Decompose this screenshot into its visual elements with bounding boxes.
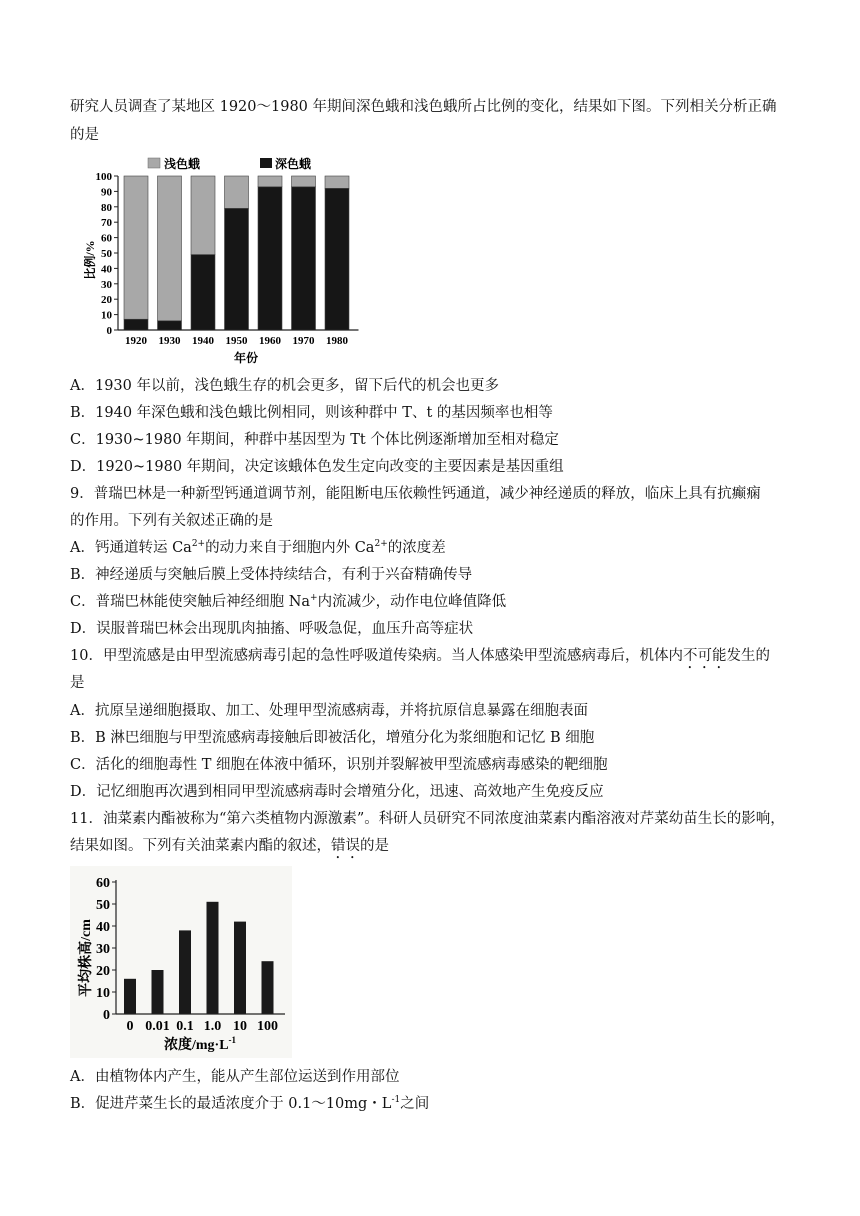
q11-option-b-part1: B．促进芹菜生长的最适浓度介于 0.1～10mg・L — [70, 1096, 392, 1112]
legend-swatch-light-moth — [148, 158, 160, 168]
x-tick-label: 1970 — [292, 335, 315, 347]
x-tick-label: 0.1 — [176, 1019, 194, 1034]
bar — [179, 930, 191, 1014]
y-tick-label: 10 — [101, 309, 112, 322]
x-tick-label: 1.0 — [203, 1019, 222, 1034]
bar-segment — [191, 255, 215, 330]
bar-segment — [158, 176, 182, 321]
y-tick-label: 90 — [101, 186, 112, 199]
y-tick-label: 30 — [96, 942, 110, 957]
bar — [152, 970, 164, 1014]
q9-option-d: D．误服普瑞巴林会出现肌肉抽搐、呼吸急促，血压升高等症状 — [70, 621, 474, 637]
q11-stem-part1: 结果如图。下列有关油菜素内酯的叙述， — [70, 838, 331, 854]
legend-label-dark-moth: 深色蛾 — [275, 157, 312, 171]
y-axis-label: 比例/% — [84, 240, 97, 280]
q10-option-a: A．抗原呈递细胞摄取、加工、处理甲型流感病毒，并将抗原信息暴露在细胞表面 — [70, 703, 588, 719]
q9-option-a-part1: A．钙通道转运 Ca — [70, 540, 192, 556]
y-tick-label: 60 — [96, 876, 110, 891]
bar-segment — [292, 187, 316, 330]
bar — [124, 979, 136, 1014]
bar — [207, 902, 219, 1014]
q9-option-a-sup2: 2+ — [374, 539, 388, 550]
q9-option-a-sup1: 2+ — [191, 539, 206, 550]
q11-option-a: A．由植物体内产生，能从产生部位运送到作用部位 — [70, 1069, 400, 1085]
x-tick-label: 1940 — [192, 335, 214, 347]
bar-segment — [191, 176, 215, 255]
y-tick-label: 100 — [95, 171, 112, 183]
q11-stem-line2 — [70, 836, 389, 862]
q10-option-b: B．B 淋巴细胞与甲型流感病毒接触后即被活化，增殖分化为浆细胞和记忆 B 细胞 — [70, 730, 595, 746]
x-tick-label: 0.01 — [145, 1019, 170, 1034]
q8-option-b: B．1940 年深色蛾和浅色蛾比例相同，则该种群中 T、t 的基因频率也相等 — [70, 405, 553, 421]
q10-stem-emphasis: 不可能 — [682, 648, 727, 664]
plant-height-chart-svg — [70, 866, 292, 1058]
y-tick-label: 50 — [96, 898, 110, 913]
q9-option-c-part1: C．普瑞巴林能使突触后神经细胞 Na — [70, 594, 311, 610]
x-axis-label-main: 浓度/mg·L — [163, 1038, 229, 1053]
q10-option-d: D．记忆细胞再次遇到相同甲型流感病毒时会增殖分化，迅速、高效地产生免疫反应 — [70, 784, 604, 800]
bar — [262, 961, 274, 1014]
q9-stem-line1: 9．普瑞巴林是一种新型钙通道调节剂，能阻断电压依赖性钙通道，减少神经递质的释放，临床上具有抗癫痫 — [70, 486, 761, 502]
q9-option-b: B．神经递质与突触后膜上受体持续结合，有利于兴奋精确传导 — [70, 567, 473, 583]
x-tick-label: 100 — [257, 1019, 278, 1034]
y-tick-label: 10 — [96, 986, 110, 1001]
y-tick-label: 40 — [96, 920, 110, 935]
y-tick-label: 0 — [103, 1008, 110, 1023]
x-tick-label: 10 — [233, 1019, 247, 1034]
q10-option-c: C．活化的细胞毒性 T 细胞在体液中循环，识别并裂解被甲型流感病毒感染的靶细胞 — [70, 757, 608, 773]
x-tick-label: 1950 — [225, 335, 248, 347]
q9-option-a-part2: 的动力来自于细胞内外 Ca — [205, 540, 375, 556]
y-tick-label: 30 — [101, 278, 112, 291]
q9-option-a-part3: 的浓度差 — [387, 540, 446, 556]
q11-stem-line1: 11．油菜素内酯被称为“第六类植物内源激素”。科研人员研究不同浓度油菜素内酯溶液对芹菜幼苗生长的影响， — [70, 811, 785, 827]
q8-option-a: A．1930 年以前，浅色蛾生存的机会更多，留下后代的机会也更多 — [70, 378, 499, 394]
bar-segment — [258, 176, 282, 187]
q9-stem-line2: 的作用。下列有关叙述正确的是 — [70, 513, 273, 529]
x-tick-label: 1920 — [125, 335, 147, 347]
q11-option-b-sup: -1 — [391, 1095, 401, 1106]
q8-stem-line2: 的是 — [70, 127, 99, 143]
y-tick-label: 80 — [101, 201, 112, 214]
q9-option-c-sup: + — [310, 593, 318, 604]
x-axis-label — [164, 1035, 237, 1053]
bar-segment — [124, 319, 148, 330]
bar-segment — [225, 176, 249, 208]
q10-stem-part2: 发生的 — [726, 648, 770, 664]
y-tick-label: 20 — [101, 294, 112, 307]
x-tick-label: 0 — [126, 1019, 134, 1034]
x-axis-label-sup: -1 — [228, 1035, 237, 1045]
bar-segment — [292, 176, 316, 187]
q9-option-c-part2: 内流减少，动作电位峰值降低 — [317, 594, 507, 610]
q8-option-d: D．1920~1980 年期间，决定该蛾体色发生定向改变的主要因素是基因重组 — [70, 459, 564, 475]
bar — [234, 922, 246, 1014]
bar-segment — [325, 188, 349, 330]
y-tick-label: 0 — [106, 325, 112, 337]
q10-stem-line1 — [70, 646, 770, 672]
bar-segment — [258, 187, 282, 330]
q10-stem-line2: 是 — [70, 675, 85, 691]
y-tick-label: 20 — [96, 964, 110, 979]
q9-option-c — [70, 592, 506, 612]
moth-ratio-chart-svg — [84, 150, 364, 368]
q11-option-b — [70, 1094, 429, 1114]
y-tick-label: 70 — [101, 217, 112, 230]
plant-height-chart — [70, 866, 292, 1058]
q8-stem-line1: 研究人员调查了某地区 1920～1980 年期间深色蛾和浅色蛾所占比例的变化，结果如下图。下列相关分析正确 — [70, 99, 777, 115]
legend-label-light-moth: 浅色蛾 — [164, 157, 201, 171]
bar-segment — [325, 176, 349, 188]
bar-segment — [225, 208, 249, 330]
x-tick-label: 1960 — [259, 335, 281, 347]
y-tick-label: 40 — [101, 263, 112, 276]
q10-stem-part1: 10．甲型流感是由甲型流感病毒引起的急性呼吸道传染病。当人体感染甲型流感病毒后，机体内 — [70, 648, 683, 664]
bar-segment — [158, 321, 182, 330]
legend-swatch-dark-moth — [260, 158, 272, 168]
q8-option-c: C．1930~1980 年期间，种群中基因型为 Tt 个体比例逐渐增加至相对稳定 — [70, 432, 559, 448]
y-tick-label: 60 — [101, 232, 112, 245]
x-tick-label: 1930 — [158, 335, 181, 347]
x-tick-label: 1980 — [326, 335, 348, 347]
x-axis-label: 年份 — [233, 351, 259, 365]
q11-option-b-part2: 之间 — [400, 1096, 430, 1112]
q9-option-a — [70, 538, 446, 558]
q11-stem-part2: 的是 — [360, 838, 389, 854]
moth-ratio-chart — [84, 150, 364, 368]
y-axis-label: 平均株高/cm — [79, 919, 94, 997]
y-tick-label: 50 — [101, 248, 112, 260]
q11-stem-emphasis: 错误 — [331, 838, 360, 854]
bar-segment — [124, 176, 148, 319]
